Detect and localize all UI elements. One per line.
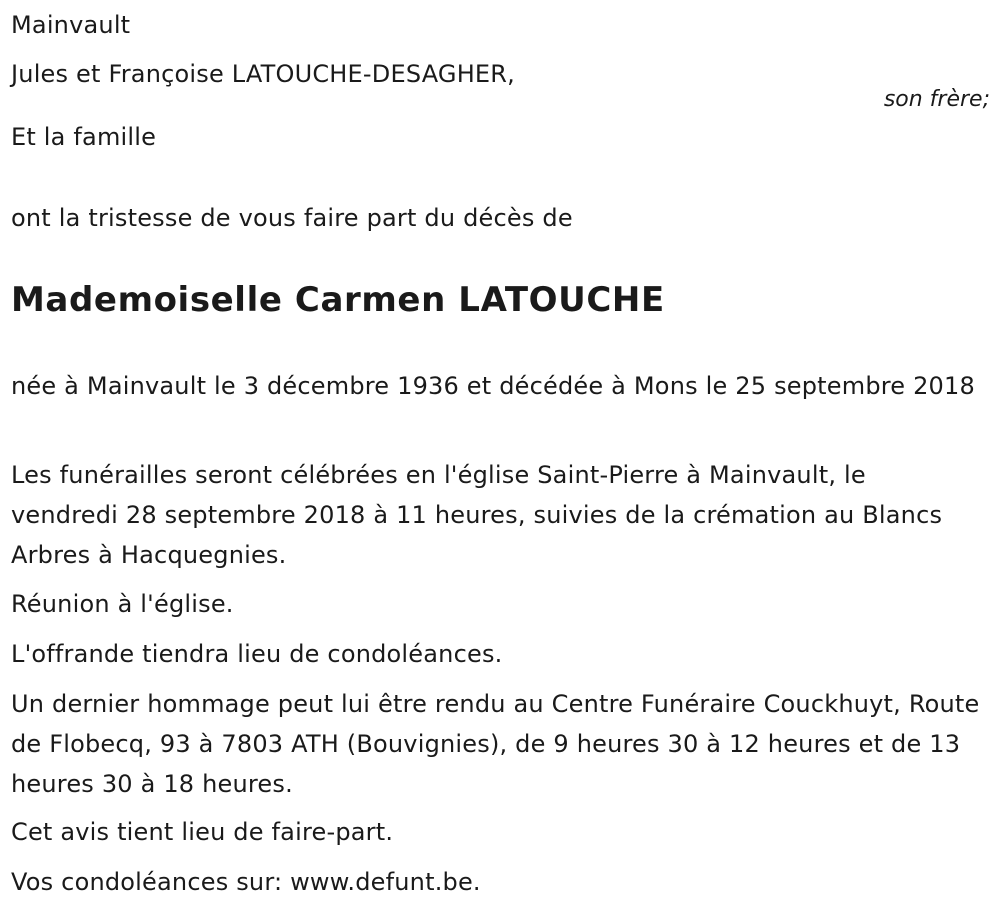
deceased-name: Mademoiselle Carmen LATOUCHE <box>11 280 665 320</box>
survivor-role: son frère; <box>883 87 990 112</box>
notice-line: Cet avis tient lieu de faire-part. <box>11 818 394 846</box>
survivor-name: Jules et Françoise LATOUCHE-DESAGHER, <box>11 60 516 88</box>
announcement-intro: ont la tristesse de vous faire part du décès de <box>11 204 573 232</box>
meeting-note: Réunion à l'église. <box>11 590 234 618</box>
offering-note: L'offrande tiendra lieu de condoléances. <box>11 640 503 668</box>
condolences-line: Vos condoléances sur: www.defunt.be. <box>11 868 481 896</box>
tribute-details: Un dernier hommage peut lui être rendu au Centre Funéraire Couckhuyt, Route de Flobecq, 93 à 7803 ATH (Bouvignies), de 9 heures 30 à 12 heures et de 13 heures 30 à 18 heures. <box>11 690 980 798</box>
place-name: Mainvault <box>11 11 131 39</box>
birth-death-dates: née à Mainvault le 3 décembre 1936 et décédée à Mons le 25 septembre 2018 <box>11 372 975 400</box>
funeral-details: Les funérailles seront célébrées en l'église Saint-Pierre à Mainvault, le vendredi 28 septembre 2018 à 11 heures, suivies de la crémation au Blancs Arbres à Hacquegnies. <box>11 461 943 569</box>
family-line: Et la famille <box>11 123 157 151</box>
